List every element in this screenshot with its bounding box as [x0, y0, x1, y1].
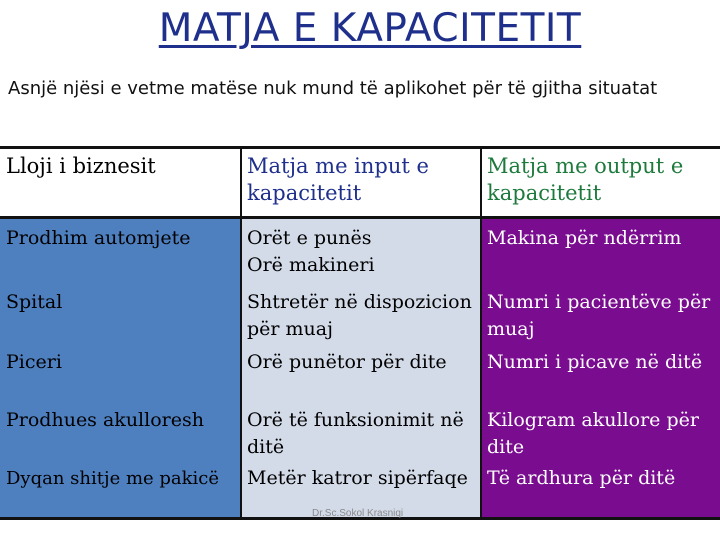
page-subtitle: Asnjë njësi e vetme matëse nuk mund të aplikohet për të gjitha situatat — [8, 78, 658, 99]
row-4-input: Orë të funksionimit në ditë — [247, 409, 464, 458]
row-5-input: Metër katror sipërfaqe — [247, 467, 468, 489]
header-business-type: Lloji i biznesit — [6, 154, 156, 178]
table-header-row — [0, 149, 720, 219]
capacity-table — [0, 146, 720, 520]
row-1-output: Makina për ndërrim — [487, 227, 682, 249]
row-1-input: Orët e punës Orë makineri — [247, 227, 375, 276]
row-2-business: Spital — [6, 291, 63, 313]
row-5-output: Të ardhura për ditë — [487, 467, 676, 489]
row-3-output: Numri i picave në ditë — [487, 351, 703, 373]
row-5-business: Dyqan shitje me pakicë — [6, 468, 220, 489]
row-4-output: Kilogram akullore për dite — [487, 409, 699, 458]
row-2-output: Numri i pacientëve për muaj — [487, 291, 711, 340]
page-title: MATJA E KAPACITETIT — [158, 6, 582, 51]
row-3-input: Orë punëtor për dite — [247, 351, 447, 373]
row-1-business: Prodhim automjete — [6, 227, 191, 249]
author-footer: Dr.Sc.Sokol Krasniqi — [312, 508, 404, 519]
header-output-measure: Matja me output e kapacitetit — [487, 154, 684, 205]
row-2-input: Shtretër në dispozicion për muaj — [247, 291, 472, 340]
row-4-business: Prodhues akulloresh — [6, 409, 204, 431]
header-input-measure: Matja me input e kapacitetit — [247, 154, 429, 205]
row-3-business: Piceri — [6, 351, 62, 373]
